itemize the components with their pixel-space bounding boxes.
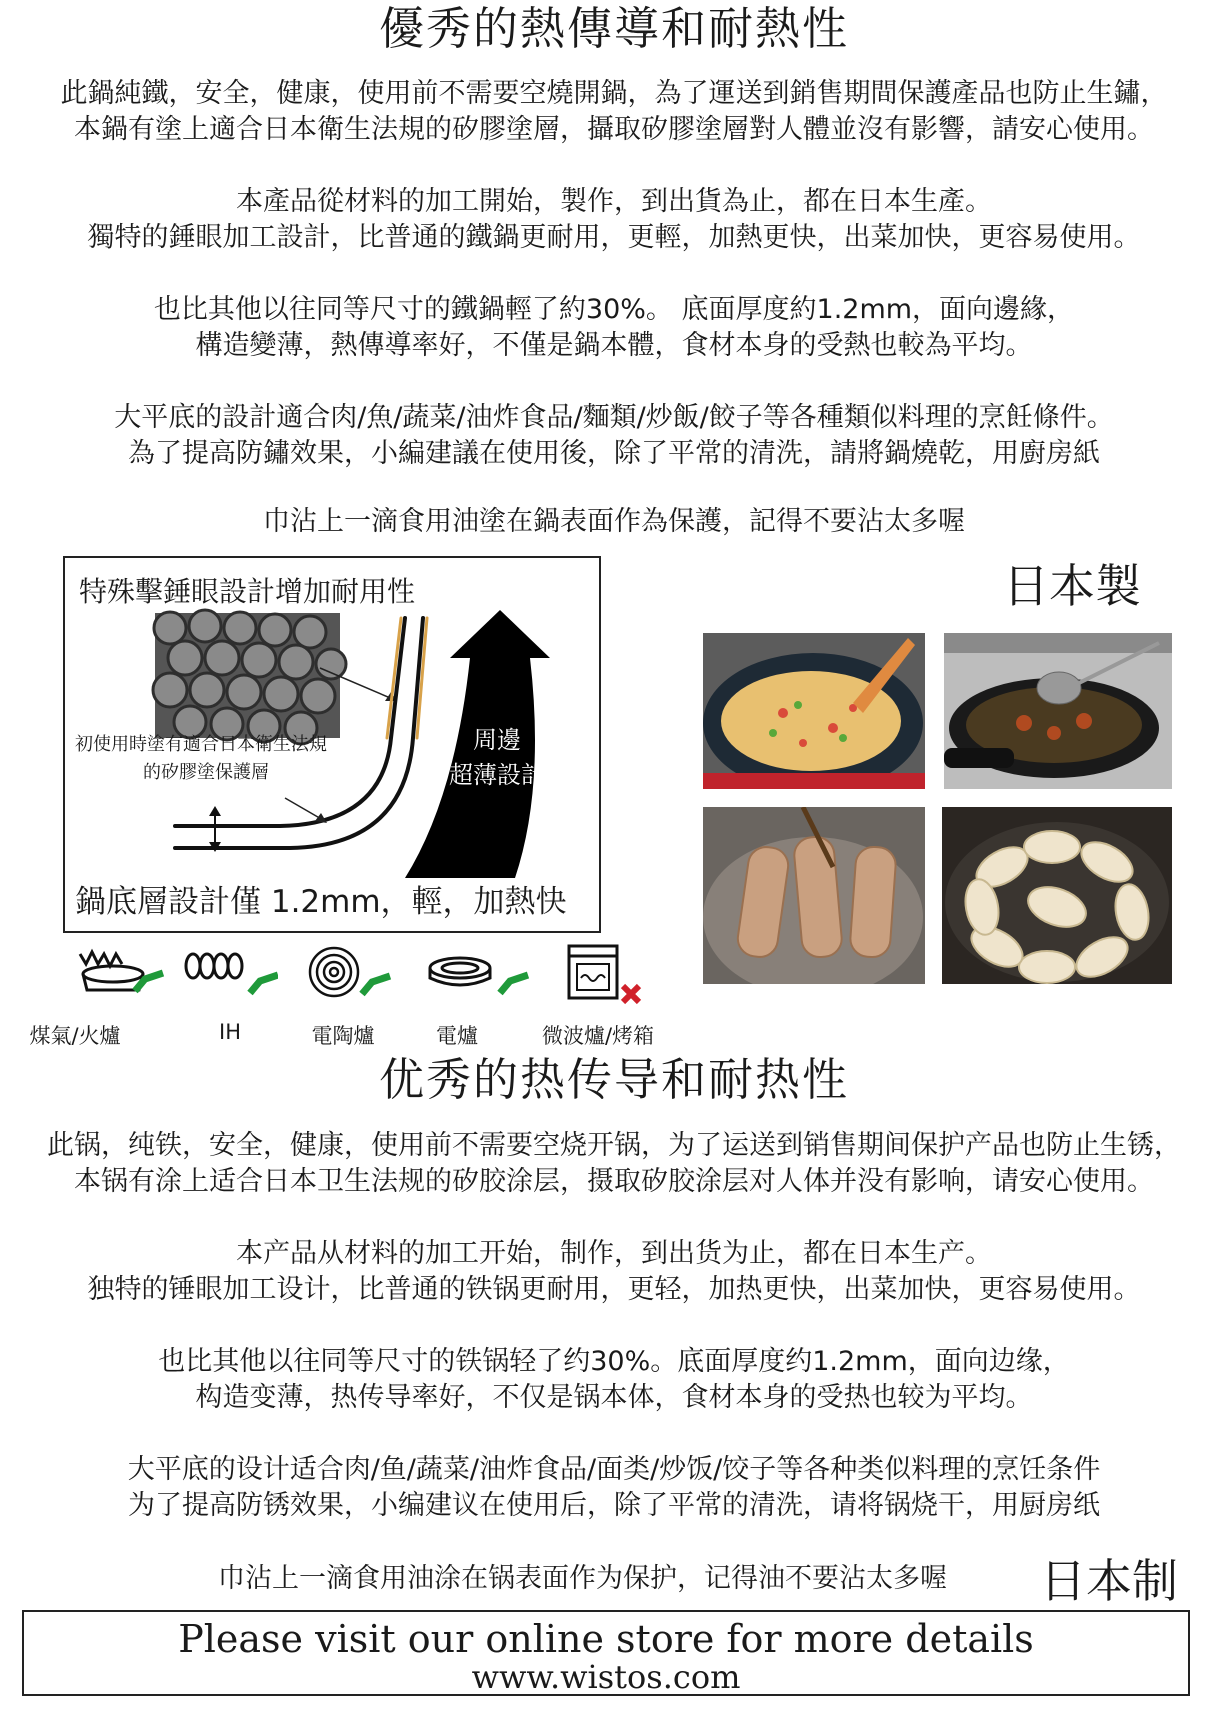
photo-gyoza [942,807,1172,984]
photo-deep-frying [944,633,1172,789]
paragraph-3-traditional [0,292,1228,364]
text-line: 本產品從材料的加工開始，製作，到出貨為止，都在日本生產。 [236,186,992,217]
text-line: 也比其他以往同等尺寸的鐵鍋輕了約30%。 底面厚度約1.2mm，面向邊緣， [153,294,1075,325]
heat-source-compatibility [20,944,670,1054]
footer-store-text: Please visit our online store for more details [178,1617,1034,1661]
paragraph-4-traditional [0,400,1228,472]
title-traditional: 優秀的熱傳導和耐熱性 [378,2,849,55]
text-line: 本锅有涂上适合日本卫生法规的矽胶涂层，摄取矽胶涂层对人体并没有影响，请安心使用。 [74,1166,1154,1197]
paragraph-2-traditional [0,184,1228,256]
paragraph-1-simplified [0,1128,1228,1200]
made-in-japan-simplified: 日本制 [1040,1554,1178,1608]
compat-label-microwave: 微波爐/烤箱 [541,1024,655,1048]
footer-website-link[interactable]: www.wistos.com [471,1658,741,1696]
photo-meat-rolls [703,807,925,984]
photo-fried-rice [703,633,925,789]
title-simplified: 优秀的热传导和耐热性 [378,1053,849,1106]
text-line: 本产品从材料的加工开始，制作，到出货为止，都在日本生产。 [236,1238,992,1269]
compat-label-electric: 電爐 [436,1024,478,1048]
text-line: 构造变薄，热传导率好，不仅是锅本体，食材本身的受热也较为平均。 [195,1382,1033,1413]
hammered-texture-icon [153,610,346,744]
text-line: 也比其他以往同等尺寸的铁锅轻了约30%。底面厚度约1.2mm，面向边缘， [158,1346,1070,1377]
gas-stove-icon [65,946,165,1006]
arrow-text-line-2: 超薄設計 [449,761,545,789]
compat-label-ih: IH [219,1020,241,1044]
pan-structure-diagram [63,556,601,933]
ceramic-hob-icon [302,944,402,1008]
text-line: 本鍋有塗上適合日本衛生法規的矽膠塗層，攝取矽膠塗層對人體並沒有影響，請安心使用。 [74,114,1154,145]
text-line: 大平底的设计适合肉/鱼/蔬菜/油炸食品/面类/炒饭/饺子等各种类似料理的烹饪条件 [127,1454,1101,1485]
paragraph-5-traditional: 巾沾上一滴食用油塗在鍋表面作為保護，記得不要沾太多喔 [263,506,965,537]
text-line: 構造變薄，熱傳導率好，不僅是鍋本體，食材本身的受熱也較為平均。 [195,330,1033,361]
paragraph-3-simplified [0,1344,1228,1416]
text-line: 独特的锤眼加工设计，比普通的铁锅更耐用，更轻，加热更快，出菜加快，更容易使用。 [87,1274,1141,1305]
compat-label-gas: 煤氣/火爐 [29,1024,121,1048]
induction-coil-icon [178,948,278,1008]
text-line: 此锅，纯铁，安全，健康，使用前不需要空烧开锅，为了运送到销售期间保护产品也防止生锈， [47,1130,1181,1161]
text-line: 獨特的錘眼加工設計，比普通的鐵鍋更耐用，更輕，加熱更快，出菜加快，更容易使用。 [87,222,1141,253]
compat-label-ceramic: 電陶爐 [311,1024,375,1048]
paragraph-5-simplified: 巾沾上一滴食用油涂在锅表面作为保护，记得油不要沾太多喔 [218,1563,947,1594]
coating-label-line-2: 的矽膠塗保護層 [143,762,269,783]
footer-banner [22,1610,1190,1696]
arrow-text [443,720,551,790]
paragraph-4-simplified [0,1452,1228,1524]
diagram-title: 特殊擊錘眼設計增加耐用性 [79,575,416,608]
arrow-text-line-1: 周邊 [473,726,521,754]
diagram-caption: 鍋底層設計僅 1.2mm，輕，加熱快 [75,884,567,920]
text-line: 为了提高防锈效果，小编建议在使用后，除了平常的清洗，请将锅烧干，用厨房纸 [128,1490,1100,1521]
electric-hotplate-icon [420,948,530,1008]
text-line: 為了提高防鏽效果，小編建議在使用後，除了平常的清洗，請將鍋燒乾，用廚房紙 [128,438,1100,469]
coating-label-line-1: 初使用時塗有適合日本衛生法規 [75,734,327,755]
paragraph-1-traditional [0,76,1228,148]
paragraph-2-simplified [0,1236,1228,1308]
microwave-oven-icon [563,944,663,1008]
made-in-japan-traditional: 日本製 [1003,559,1141,613]
text-line: 此鍋純鐵，安全，健康，使用前不需要空燒開鍋，為了運送到銷售期間保護產品也防止生鏽， [60,78,1168,109]
text-line: 大平底的設計適合肉/魚/蔬菜/油炸食品/麵類/炒飯/餃子等各種類似料理的烹飪條件。 [114,402,1114,433]
